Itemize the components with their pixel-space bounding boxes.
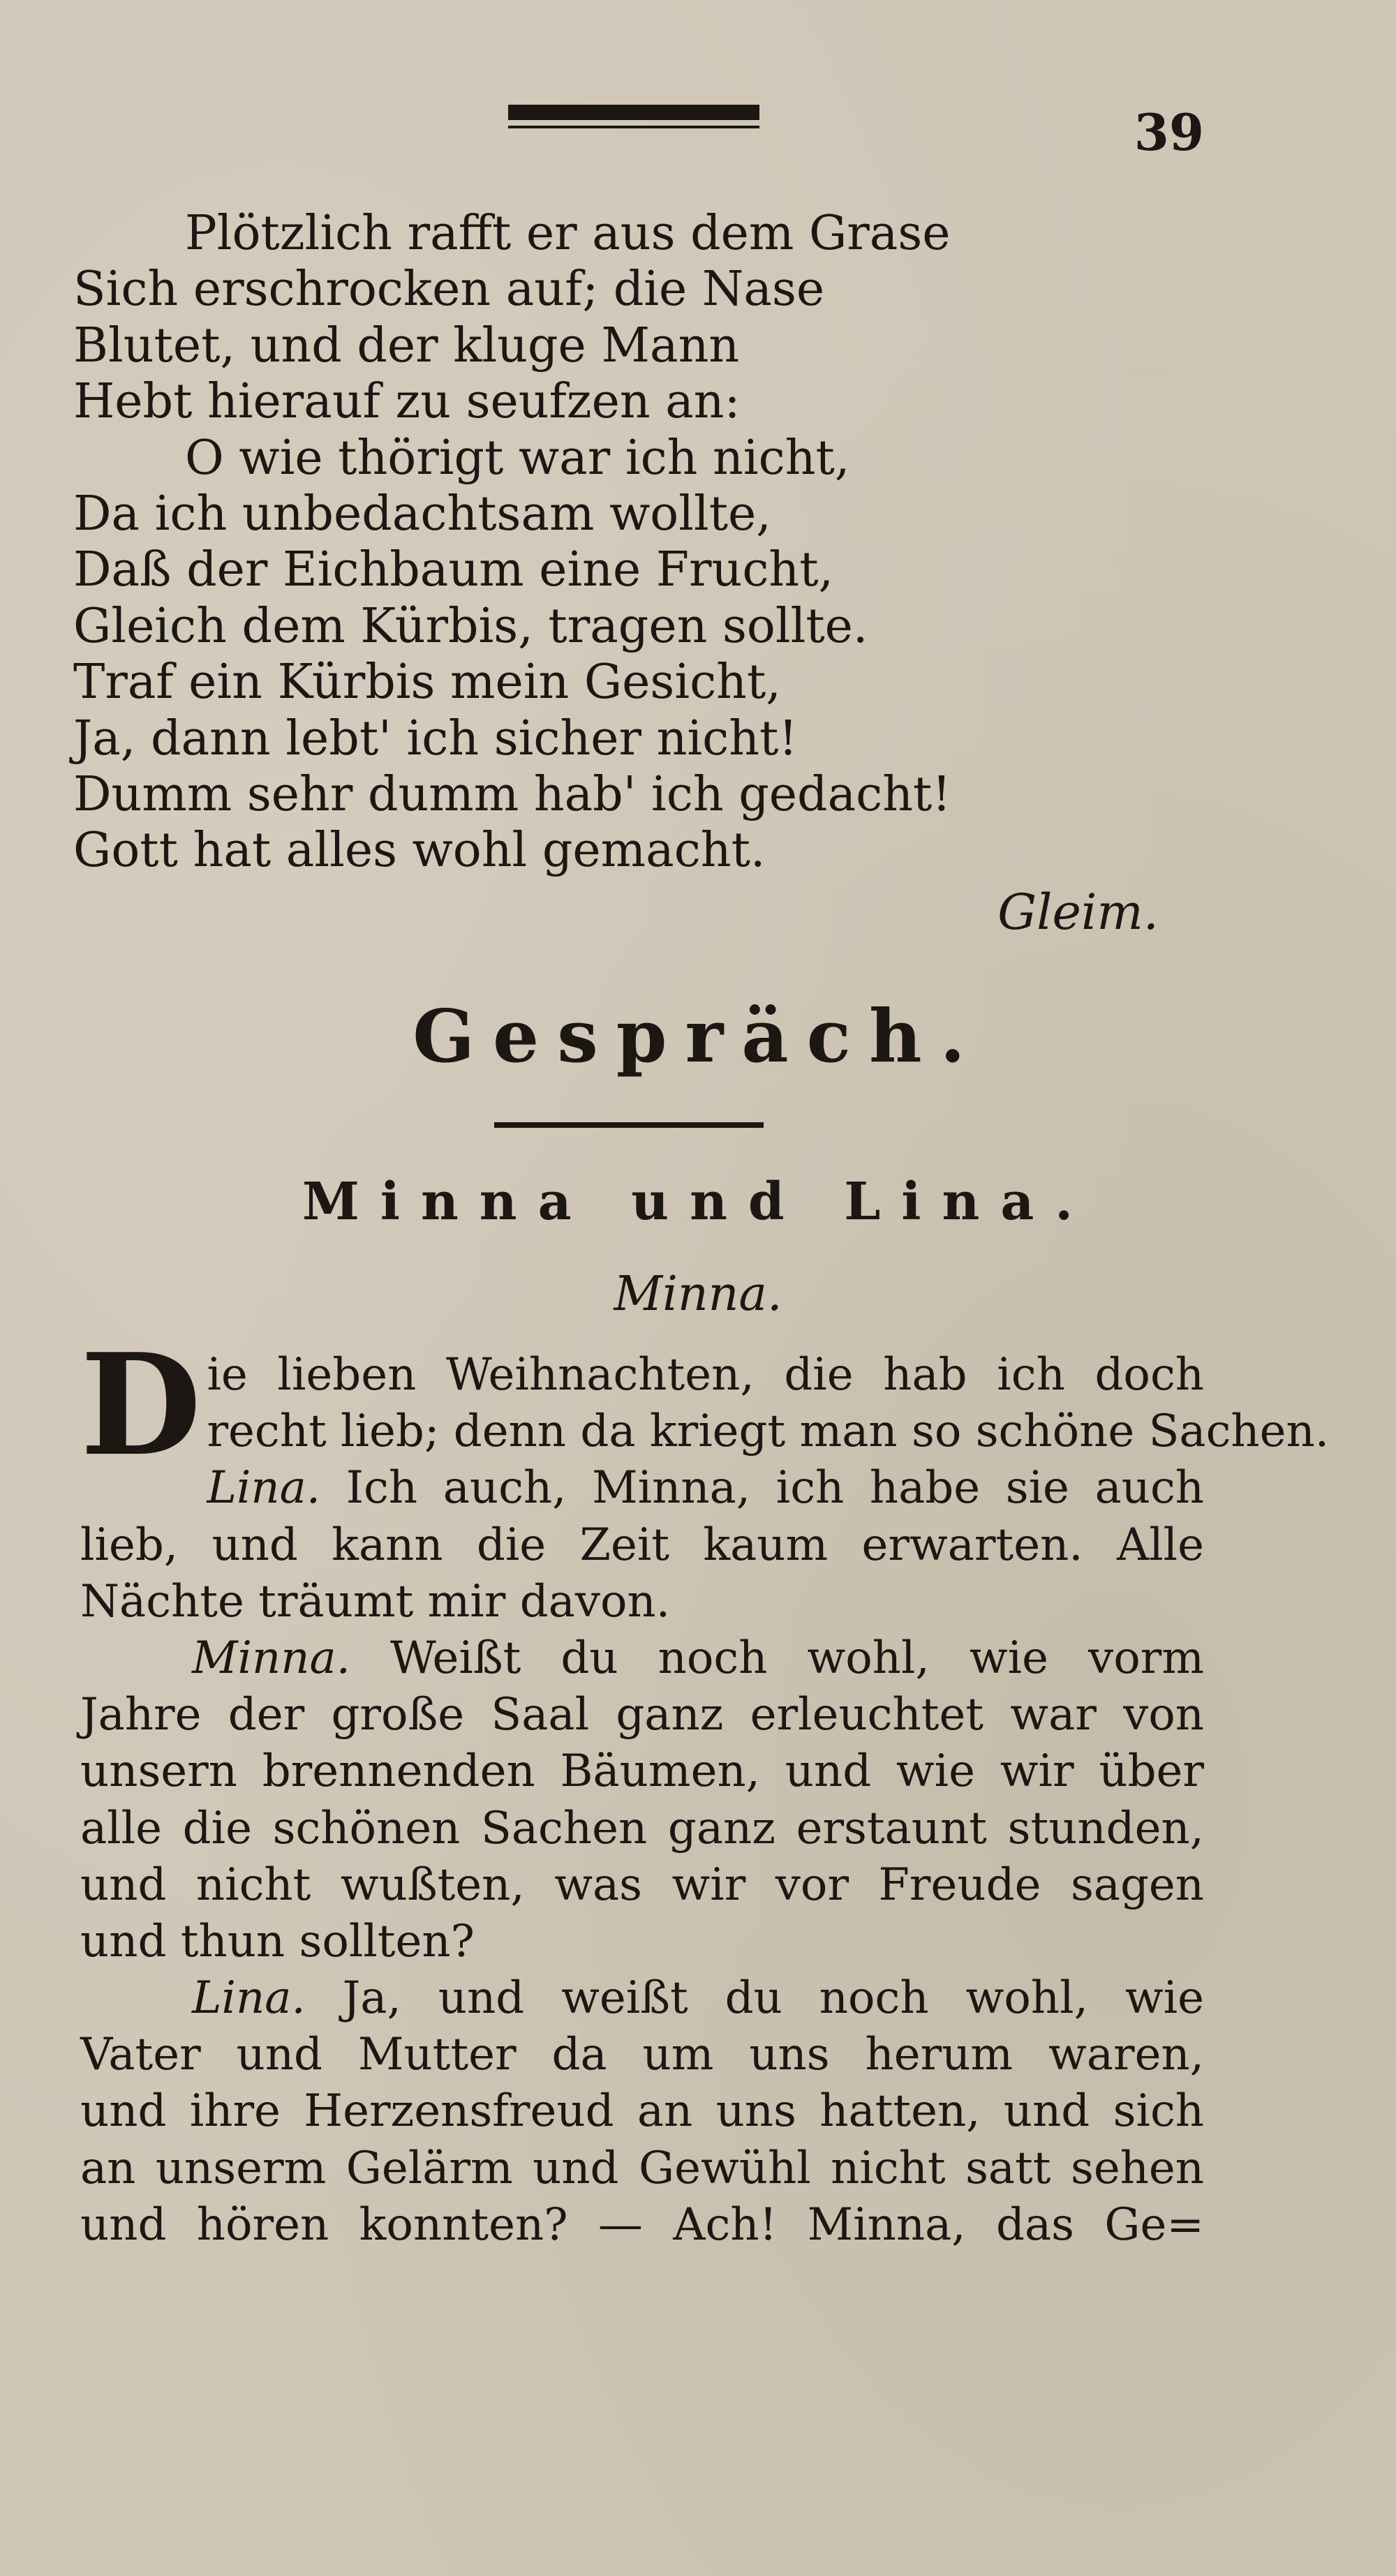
poem-line: Plötzlich rafft er aus dem Grase [185, 206, 951, 261]
text-line: lieb, und kann die Zeit kaum erwarten. Alle [80, 1519, 1204, 1571]
dialogue [80, 1323, 1330, 2254]
poem-line: Ja, dann lebt' ich sicher nicht! [73, 710, 798, 766]
speaker-label: Lina. [192, 1972, 306, 2025]
speech-text: Ich auch, Minna, ich habe sie auch [320, 1462, 1204, 1514]
speaker-heading: Minna. [614, 1267, 782, 1322]
poem-line: O wie thörigt war ich nicht, [185, 430, 850, 486]
text-line [80, 1970, 1204, 2027]
dialogue-paragraph [80, 1460, 1204, 1630]
poem-line: Dumm sehr dumm hab' ich gedacht! [73, 766, 951, 822]
text-line: alle die schönen Sachen ganz erstaunt stunden, [80, 1802, 1204, 1854]
speaker-label: Lina. [207, 1462, 321, 1514]
text-line: an unserm Gelärm und Gewühl nicht satt sehen [80, 2142, 1204, 2194]
poem-author: Gleim. [997, 884, 1159, 941]
page-number: 39 [1134, 103, 1204, 162]
text-line: recht lieb; denn da kriegt man so schöne Sachen. [207, 1406, 1330, 1458]
dialogue-paragraph [80, 1323, 1330, 1487]
text-line: und thun sollten? [80, 1915, 475, 1967]
header-rule [508, 105, 759, 120]
poem-line: Traf ein Kürbis mein Gesicht, [73, 655, 781, 710]
poem-line: Da ich unbedachtsam wollte, [73, 486, 771, 542]
poem-line: Hebt hierauf zu seufzen an: [73, 374, 741, 430]
text-line: Vater und Mutter da um uns herum waren, [80, 2029, 1204, 2081]
poem [73, 206, 1218, 879]
section-subtitle: Minna und Lina. [302, 1172, 1094, 1232]
text-line: und nicht wußten, was wir vor Freude sagen [80, 1859, 1204, 1911]
speech-text: Weißt du noch wohl, wie vorm [350, 1632, 1204, 1684]
drop-cap: D [80, 1323, 202, 1487]
text-line [80, 1460, 1204, 1517]
section-title: Gespräch. [413, 993, 983, 1079]
text-line: ie lieben Weihnachten, die hab ich doch [207, 1349, 1204, 1401]
dialogue-paragraph [80, 1970, 1204, 2254]
text-line: unsern brennenden Bäumen, und wie wir über [80, 1745, 1204, 1798]
poem-line: Gleich dem Kürbis, tragen sollte. [73, 598, 868, 654]
text-line: und hören konnten? — Ach! Minna, das Ge= [80, 2198, 1204, 2251]
speaker-label: Minna. [192, 1632, 350, 1684]
title-rule [494, 1122, 764, 1128]
dialogue-paragraph [80, 1630, 1204, 1970]
poem-line: Gott hat alles wohl gemacht. [73, 823, 766, 879]
poem-line: Sich erschrocken auf; die Nase [73, 262, 825, 318]
poem-line: Blutet, und der kluge Mann [73, 318, 740, 373]
text-line: Jahre der große Saal ganz erleuchtet war von [80, 1689, 1204, 1741]
text-line: und ihre Herzensfreud an uns hatten, und sich [80, 2085, 1204, 2138]
text-line: Nächte träumt mir davon. [80, 1575, 671, 1628]
text-line [80, 1630, 1204, 1687]
speech-text: Ja, und weißt du noch wohl, wie [305, 1972, 1204, 2025]
poem-line: Daß der Eichbaum eine Frucht, [73, 542, 834, 598]
